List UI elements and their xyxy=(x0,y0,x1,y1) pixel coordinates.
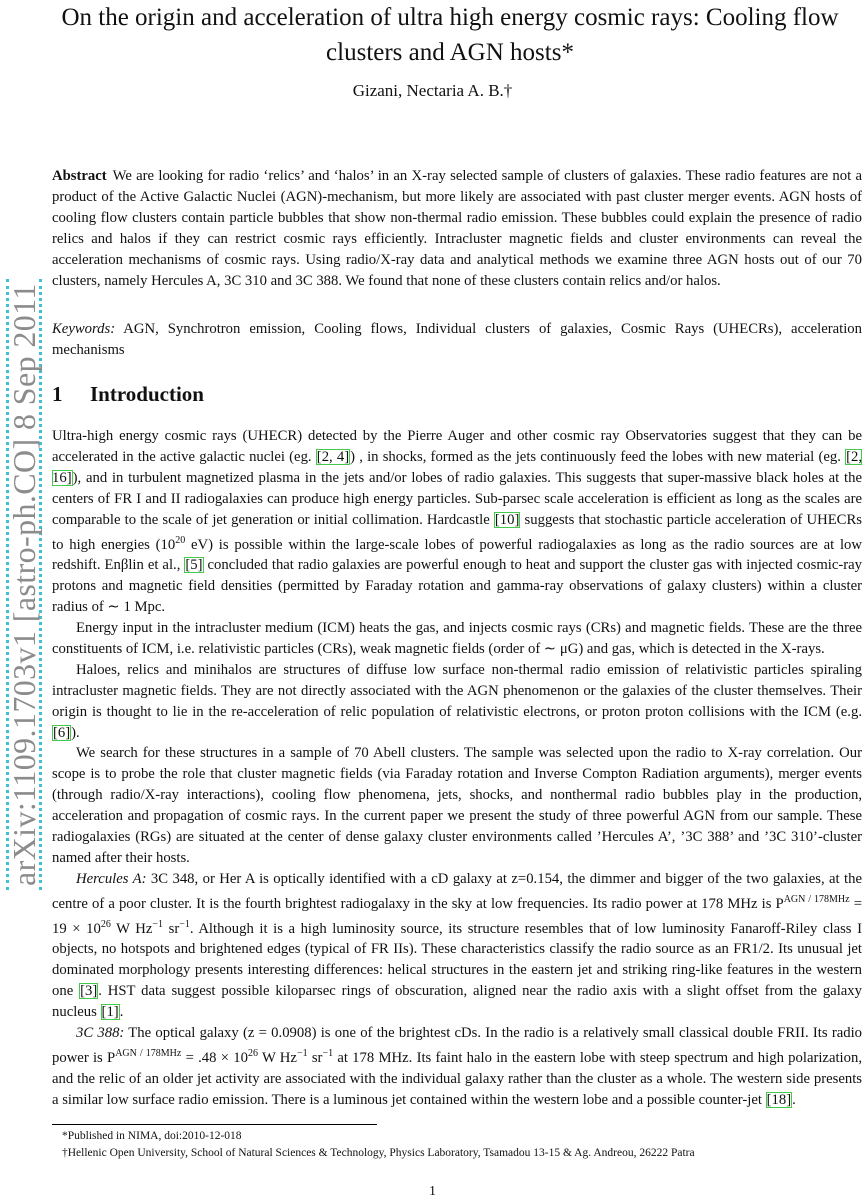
author-line: Gizani, Nectaria A. B.† xyxy=(352,81,513,100)
arxiv-stamp[interactable]: arXiv:1109.1703v1 [astro-ph.CO] 8 Sep 2011 xyxy=(6,279,42,890)
citation-link[interactable]: [1] xyxy=(101,1004,119,1021)
p6-power-label: AGN / 178MHz xyxy=(115,1047,182,1059)
citation-link[interactable]: [2, 4] xyxy=(316,448,350,465)
keywords-block xyxy=(52,319,862,361)
p1-text-f: concluded that radio galaxies are powerful enough to heat and support the cluster gas with injected cosmic-ray protons and magnetic field densities (permitted by Faraday rotation and gamma-ray observations of galaxy clusters) within a cluster radius of ∼ 1 Mpc. xyxy=(52,557,863,616)
abstract xyxy=(52,166,862,291)
abstract-text: We are looking for radio ‘relics’ and ‘halos’ in an X-ray selected sample of clusters of galaxies. These radio features are not a product of the Active Galactic Nuclei (AGN)-mechanism, but more likely are associated with past cluster merger events. AGN hosts of cooling flow clusters contain particle bubbles that show non-thermal radio emission. These bubbles could explain the presence of radio relics and halos if they can restrict cosmic rays efficiently. Intracluster magnetic fields and cluster environments can reveal the acceleration mechanisms of cosmic rays. Using radio/X-ray data and analytical methods we examine three AGN hosts out of our 70 clusters, namely Hercules A, 3C 310 and 3C 388. We found that none of these clusters contain relics and/or halos. xyxy=(52,168,862,289)
footnote-2: †Hellenic Open University, School of Natural Sciences & Technology, Physics Laboratory, Tsamadou 13-15 & Ag. Andreou, 26222 Patra xyxy=(62,1147,695,1159)
p5-unit-exp-1: −1 xyxy=(152,918,164,930)
citation-link[interactable]: [3] xyxy=(80,983,98,1000)
p6-text-e: at 178 MHz. Its faint halo in the eastern lobe with steep spectrum and high polarization, and the relic of an older jet activity are associated with the individual galaxy rather than the cluster as a whole. The western side presents a similar low surface radio emission. There is a luminous jet contained within the western lobe and a possible counter-jet xyxy=(52,1049,862,1108)
p5-text-e: . Although it is a high luminosity source, its structure resembles that of low luminosity Fanaroff-Riley class I objects, no hotspots and brightened edges (typical of FR IIs). These characteristics classify the radio source as an FR1/2. Its unusual jet dominated morphology presents interesting differences: helical structures in the eastern jet and striking ring-like features in the western one xyxy=(52,920,862,1000)
p3-text-b: ). xyxy=(71,724,80,741)
section-title xyxy=(52,382,862,407)
p6-lead: 3C 388: xyxy=(76,1025,125,1042)
p6-unit-exp-2: −1 xyxy=(322,1047,334,1059)
paragraph-4: We search for these structures in a sample of 70 Abell clusters. The sample was selected upon the radio to X-ray correlation. Our scope is to probe the role that cluster magnetic fields (via Faraday rotation and Inverse Compton Radiation arguments), merger events (through radio/X-ray interactions), cooling flow phenomena, jets, shocks, and nonthermal radio bubbles play in the production, acceleration and propagation of cosmic rays. In the current paper we present the study of three powerful AGN from our sample. These radiogalaxies (RGs) are situated at the center of dense galaxy cluster environments called ’Hercules A’, ’3C 388’ and ’3C 310’-cluster named after their hosts. xyxy=(52,745,862,867)
p5-lead: Hercules A: xyxy=(76,870,147,887)
p6-unit-exp-1: −1 xyxy=(296,1047,308,1059)
keywords xyxy=(52,319,862,361)
section-number: 1 xyxy=(52,382,63,406)
footnote-1: *Published in NIMA, doi:2010-12-018 xyxy=(62,1130,242,1142)
p1-text-e: eV) is possible within the large-scale lobes of powerful radiogalaxies as long as the radio sources are at low redshift. Enβlin et al., xyxy=(52,536,862,574)
paper-title: On the origin and acceleration of ultra high energy cosmic rays: Cooling flow clusters and AGN hosts* xyxy=(61,4,839,66)
p5-exponent: 26 xyxy=(100,918,111,930)
p6-text-a: The optical galaxy (z = 0.0908) is one of the brightest cDs. In the radio is a relatively small classical double FRII. Its radio power is P xyxy=(52,1025,862,1066)
p5-text-d: sr xyxy=(163,920,180,937)
citation-link[interactable]: [5] xyxy=(185,557,203,574)
abstract-block xyxy=(52,166,862,291)
paragraph-5 xyxy=(52,869,862,1023)
p6-exponent: 26 xyxy=(247,1047,258,1059)
section-heading xyxy=(52,382,862,407)
abstract-label: Abstract xyxy=(52,168,107,184)
p6-text-c: W Hz xyxy=(257,1049,297,1066)
p5-text-b: = 19 × 10 xyxy=(52,895,862,937)
p5-power-label: AGN / 178MHz xyxy=(783,893,850,905)
p3-text-a: Haloes, relics and minihalos are structures of diffuse low surface non-thermal radio emission of relativistic particles spiraling intracluster magnetic fields. They are not directly associated with the AGN phenomenon or the galaxies of the cluster themselves. Their origin is thought to lie in the re-acceleration of relic population of relativistic electrons, or proton proton collisions with the ICM (e.g. xyxy=(52,661,862,720)
citation-link[interactable]: [6] xyxy=(53,724,71,741)
p5-text-g: . xyxy=(119,1004,124,1021)
keywords-text: AGN, Synchrotron emission, Cooling flows, Individual clusters of galaxies, Cosmic Rays (UHECRs), acceleration mechanisms xyxy=(52,321,862,358)
footnote-rule xyxy=(52,1124,377,1125)
p1-exponent: 20 xyxy=(175,534,186,546)
page-number: 1 xyxy=(429,1184,436,1199)
p5-unit-exp-2: −1 xyxy=(179,918,190,930)
paragraph-2: Energy input in the intracluster medium (ICM) heats the gas, and injects cosmic rays (CRs) and magnetic fields. These are the three constituents of ICM, i.e. relativistic particles (CRs), weak magnetic fields (order of ∼ μG) and gas, which is detected in the X-rays. xyxy=(52,620,862,657)
p1-text-d: suggests that stochastic particle acceleration of UHECRs to high energies (10 xyxy=(52,511,862,553)
section-title-text: Introduction xyxy=(90,382,204,406)
citation-link[interactable]: [2, 16] xyxy=(52,448,862,486)
paragraph-1 xyxy=(52,426,862,618)
body-text xyxy=(52,426,862,1111)
citation-link[interactable]: [10] xyxy=(494,511,520,528)
p1-text-a: Ultra-high energy cosmic rays (UHECR) detected by the Pierre Auger and other cosmic ray Observatories suggest that they can be accelerated in the active galactic nuclei (eg. xyxy=(52,428,862,465)
paragraph-3 xyxy=(52,660,862,744)
p6-text-b: = .48 × 10 xyxy=(181,1049,248,1066)
keywords-label: Keywords: xyxy=(52,321,116,337)
citation-link[interactable]: [18] xyxy=(766,1091,792,1108)
p1-text-c: ), and in turbulent magnetized plasma in the jets and/or lobes of radio galaxies. This suggests that super-massive black holes at the centers of FR I and II radiogalaxies can produce high energy particles. Sub-parsec scale acceleration is efficient as long as the scales are comparable to the scale of jet generation or initial collimation. Hardcastle xyxy=(52,469,862,528)
p5-text-f: . HST data suggest possible kiloparsec rings of obscuration, aligned near the radio axis with a slight offset from the galaxy nucleus xyxy=(52,983,862,1021)
p1-text-b: ) , in shocks, formed as the jets continuously feed the lobes with new material (eg. xyxy=(350,448,846,465)
p5-text-c: W Hz xyxy=(110,920,153,937)
p6-text-f: . xyxy=(792,1091,796,1108)
p6-text-d: sr xyxy=(307,1049,323,1066)
p5-text-a: 3C 348, or Her A is optically identified with a cD galaxy at z=0.154, the dimmer and bigger of the two galaxies, at the centre of a poor cluster. It is the fourth brightest radiogalaxy in the sky at low frequencies. Its radio power at 178 MHz is P xyxy=(52,870,862,912)
paragraph-6 xyxy=(52,1023,862,1111)
